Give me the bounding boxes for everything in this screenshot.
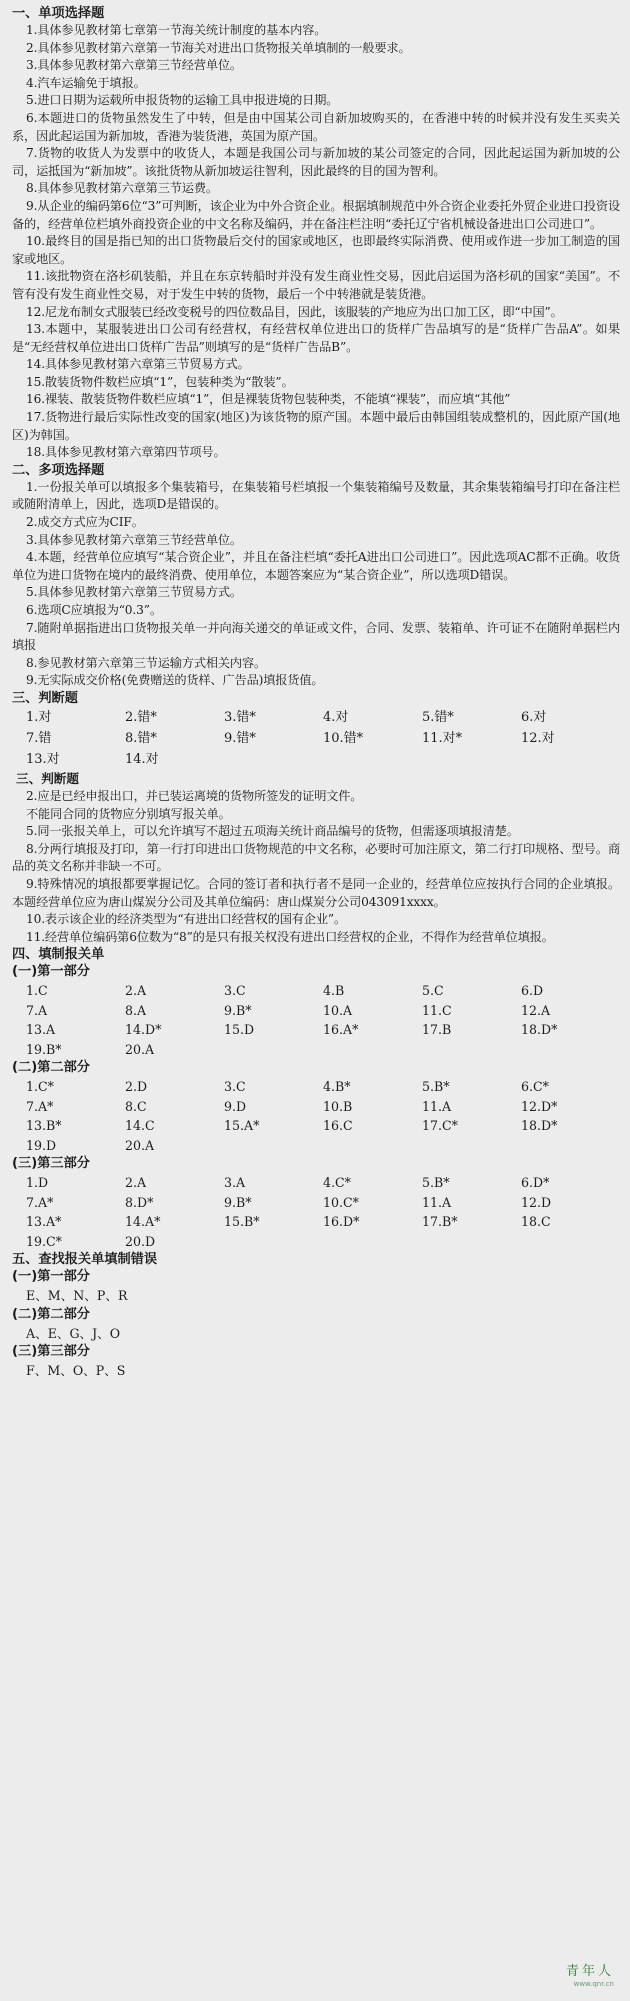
true-false-answer-grid: [12, 707, 620, 770]
answer-cell: 11.A: [422, 1098, 452, 1114]
answer-cell: 1.C: [26, 983, 48, 999]
answer-cell: 18.D*: [521, 1022, 558, 1038]
explanation-item: 4.本题，经营单位应填写“某合资企业”，并且在备注栏填“委托A进出口公司进口”。因此选项AC都不正确。收货单位为进口货物在境内的最终消费、使用单位，本题答案应为“某合资企业”，所以选项D错误。: [12, 550, 620, 582]
explanation-item: 1.具体参见教材第七章第一节海关统计制度的基本内容。: [26, 23, 327, 37]
explanation-item: 5.同一张报关单上，可以允许填写不超过五项海关统计商品编号的货物，但需逐项填报清楚。: [26, 824, 519, 839]
answer-cell: 12.D: [521, 1194, 552, 1210]
watermark-name: 青年人: [565, 1964, 614, 1979]
explanation-item: 18.具体参见教材第六章第四节项号。: [26, 445, 226, 460]
section-title-find-errors: 五、查找报关单填制错误: [12, 1252, 158, 1268]
true-false-explanations: [12, 788, 620, 946]
explanation-item: 8.分两行填报及打印，第一行打印进出口货物规范的中文名称，必要时可加注原文，第二行打印规格、型号。商品的英文名称并非缺一不可。: [12, 841, 620, 874]
answer-cell: 9.B*: [224, 1194, 252, 1210]
explanation-item: 5.进口日期为运载所申报货物的运输工具申报进境的日期。: [26, 93, 339, 108]
answer-cell: 5.B*: [422, 1079, 450, 1095]
answer-cell: 3.A: [224, 1175, 246, 1191]
error-answer: A、E、G、J、O: [26, 1325, 121, 1341]
answer-cell: 4.对: [323, 709, 349, 725]
answer-cell: 5.B*: [422, 1175, 450, 1191]
answer-cell: 16.A*: [323, 1022, 359, 1038]
answer-cell: 10.C*: [323, 1194, 359, 1210]
answer-cell: 13.A: [26, 1022, 56, 1038]
fill-part3-answer-grid: [12, 1173, 620, 1251]
answer-cell: 13.对: [26, 751, 60, 767]
answer-cell: 9.D: [224, 1098, 247, 1114]
answer-cell: 11.C: [422, 1002, 452, 1018]
section-title-single-choice: 一、单项选择题: [12, 6, 105, 21]
explanation-item: 13.本题中，某服装进出口公司有经营权，有经营权单位进出口的货样广告品填写的是“货样广告品A”。如果是“无经营权单位进出口货样广告品”则填写的是“货样广告品B”。: [12, 322, 620, 354]
answer-cell: 18.C: [521, 1214, 551, 1230]
error-answer: F、M、O、P、S: [26, 1363, 126, 1379]
answer-cell: 6.D*: [521, 1175, 550, 1191]
answer-cell: 19.D: [26, 1137, 57, 1153]
answer-cell: 8.C: [125, 1098, 147, 1114]
explanation-item: 7.随附单据指进出口货物报关单一并向海关递交的单证或文件，合同、发票、装箱单、许可证不在随附单据栏内填报: [12, 620, 620, 653]
answer-cell: 9.错*: [224, 730, 256, 746]
single-choice-explanations: [12, 22, 620, 462]
part-title: (三)第三部分: [12, 1156, 90, 1172]
answer-cell: 15.A*: [224, 1118, 260, 1134]
answer-cell: 3.C: [224, 983, 246, 999]
answer-cell: 14.D*: [125, 1022, 162, 1038]
answer-cell: 17.B: [422, 1022, 452, 1038]
answer-cell: 9.B*: [224, 1002, 252, 1018]
explanation-item: 8.具体参见教材第六章第三节运费。: [26, 181, 218, 196]
answer-cell: 7.错: [26, 730, 52, 746]
explanation-item: 16.裸装、散装货物件数栏应填“1”，但是裸装货物包装种类，不能填“裸装”，而应填“其他”: [26, 392, 511, 407]
explanation-item: 11.经营单位编码第6位数为“8”的是只有报关权没有进出口经营权的企业，不得作为经营单位填报。: [26, 929, 554, 944]
answer-cell: 12.A: [521, 1002, 551, 1018]
answer-cell: 10.B: [323, 1098, 353, 1114]
answer-cell: 17.C*: [422, 1118, 458, 1134]
answer-cell: 18.D*: [521, 1118, 558, 1134]
watermark-url: www.qnr.cn: [573, 1980, 614, 1988]
site-watermark: [566, 1965, 614, 1991]
explanation-item: 7.货物的收货人为发票中的收货人，本题是我国公司与新加坡的某公司签定的合同，因此起运国为新加坡的公司，运抵国为“新加坡”。该批货物从新加坡运往智利，因此最终的目的国为智利。: [12, 146, 620, 178]
explanation-item: 9.特殊情况的填报都要掌握记忆。合同的签订者和执行者不是同一企业的，经营单位应按执行合同的企业填报。本题经营单位应为唐山煤炭分公司及其单位编码：唐山煤炭分公司043091xxxx。: [12, 876, 620, 909]
answer-cell: 14.A*: [125, 1214, 161, 1230]
answer-cell: 14.对: [125, 751, 159, 767]
explanation-item: 15.散装货物件数栏应填“1”，包装种类为“散装”。: [26, 374, 294, 389]
answer-cell: 16.C: [323, 1118, 353, 1134]
answer-cell: 20.A: [125, 1137, 155, 1153]
fill-part1-answer-grid: [12, 981, 620, 1059]
answer-cell: 19.C*: [26, 1233, 62, 1249]
fill-part2-answer-grid: [12, 1077, 620, 1155]
answer-cell: 12.D*: [521, 1098, 558, 1114]
section-title-multiple-choice: 二、多项选择题: [12, 462, 105, 478]
explanation-item: 4.汽车运输免于填报。: [26, 75, 146, 90]
answer-cell: 5.错*: [422, 709, 454, 725]
explanation-item: 3.具体参见教材第六章第三节经营单位。: [26, 532, 242, 547]
explanation-item: 6.选项C应填报为“0.3”。: [26, 603, 162, 617]
answer-cell: 6.D: [521, 983, 544, 999]
explanation-item: 9.无实际成交价格(免费赠送的货样、广告品)填报货值。: [26, 673, 324, 688]
answer-cell: 16.D*: [323, 1214, 360, 1230]
explanation-item: 2.成交方式应为CIF。: [26, 515, 144, 530]
explanation-item: 10.最终目的国是指已知的出口货物最后交付的国家或地区，也即最终实际消费、使用或作进一步加工制造的国家或地区。: [12, 234, 620, 266]
answer-cell: 7.A*: [26, 1194, 54, 1210]
explanation-item: 11.该批物资在洛杉矶装船，并且在东京转船时并没有发生商业性交易，因此启运国为洛杉矶的国家“美国”。不管有没有发生商业性交易，对于发生中转的货物，最后一个中转港就是装货港。: [12, 269, 620, 301]
answer-cell: 7.A*: [26, 1098, 54, 1114]
answer-cell: 3.C: [224, 1079, 246, 1095]
answer-cell: 10.A: [323, 1002, 353, 1018]
answer-cell: 8.A: [125, 1002, 147, 1018]
answer-cell: 4.B*: [323, 1079, 351, 1095]
answer-cell: 8.D*: [125, 1194, 154, 1210]
answer-cell: 20.D: [125, 1233, 156, 1249]
explanation-item: 10.表示该企业的经济类型为“有进出口经营权的国有企业”。: [26, 912, 346, 927]
answer-cell: 2.A: [125, 983, 147, 999]
answer-cell: 4.C*: [323, 1175, 351, 1191]
explanation-item: 2.应是已经申报出口，并已装运离境的货物所签发的证明文件。: [26, 788, 363, 803]
explanation-item: 1.一份报关单可以填报多个集装箱号，在集装箱号栏填报一个集装箱编号及数量，其余集装箱编号打印在备注栏或随附清单上，因此，选项D是错误的。: [12, 479, 620, 512]
answer-cell: 12.对: [521, 730, 555, 746]
explanation-item: 12.尼龙布制女式服装已经改变税号的四位数品目，因此，该服装的产地应为出口加工区，即“中国”。: [26, 304, 563, 319]
answer-cell: 6.对: [521, 709, 547, 725]
explanation-item: 6.本题进口的货物虽然发生了中转，但是由中国某公司自新加坡购买的，在香港中转的时候并没有发生买卖关系，因此起运国为新加坡，香港为装货港，英国为原产国。: [12, 110, 620, 143]
section-title-fill-declaration: 四、填制报关单: [12, 947, 105, 963]
answer-cell: 19.B*: [26, 1041, 62, 1057]
answer-cell: 2.D: [125, 1079, 148, 1095]
answer-cell: 1.D: [26, 1175, 49, 1191]
answer-cell: 14.C: [125, 1118, 155, 1134]
answer-cell: 15.B*: [224, 1214, 260, 1230]
answer-cell: 6.C*: [521, 1079, 549, 1095]
answer-cell: 15.D: [224, 1022, 255, 1038]
explanation-item: 2.具体参见教材第六章第一节海关对进出口货物报关单填制的一般要求。: [26, 40, 411, 55]
answer-cell: 2.错*: [125, 709, 157, 725]
answer-cell: 8.错*: [125, 730, 157, 746]
part-title: (二)第二部分: [12, 1060, 90, 1076]
explanation-item: 9.从企业的编码第6位“3”可判断，该企业为中外合资企业。根据填制规范中外合资企业委托外贸企业进口投资设备的，经营单位栏填外商投资企业的中文名称及编码，并在备注栏注明“委托辽宁省机械设备进出口公司进口”。: [12, 198, 620, 231]
multiple-choice-explanations: [12, 479, 620, 690]
error-answer: E、M、N、P、R: [26, 1288, 128, 1304]
explanation-item: 17.货物进行最后实际性改变的国家(地区)为该货物的原产国。本题中最后由韩国组装成整机的，因此原产国(地区)为韩国。: [12, 410, 620, 442]
answer-cell: 20.A: [125, 1041, 155, 1057]
section-title-true-false-explanations: 三、判断题: [16, 770, 79, 786]
answer-cell: 1.C*: [26, 1079, 54, 1095]
part-title: (一)第一部分: [12, 1269, 90, 1285]
answer-cell: 1.对: [26, 709, 52, 725]
part-title: (二)第二部分: [12, 1306, 90, 1322]
answer-cell: 13.A*: [26, 1214, 62, 1230]
answer-cell: 4.B: [323, 983, 345, 999]
answer-cell: 5.C: [422, 983, 444, 999]
part-title: (三)第三部分: [12, 1344, 90, 1360]
explanation-item: 8.参见教材第六章第三节运输方式相关内容。: [26, 655, 267, 670]
answer-cell: 2.A: [125, 1175, 147, 1191]
answer-cell: 7.A: [26, 1002, 48, 1018]
explanation-item: 5.具体参见教材第六章第三节贸易方式。: [26, 585, 242, 600]
answer-cell: 17.B*: [422, 1214, 458, 1230]
answer-cell: 11.对*: [422, 730, 463, 746]
answer-cell: 10.错*: [323, 730, 364, 746]
section-title-true-false: 三、判断题: [12, 690, 78, 706]
part-title: (一)第一部分: [12, 964, 90, 980]
explanation-item: 不能同合同的货物应分别填写报关单。: [26, 806, 231, 821]
answer-cell: 3.错*: [224, 709, 256, 725]
answer-cell: 11.A: [422, 1194, 452, 1210]
answer-cell: 13.B*: [26, 1118, 62, 1134]
explanation-item: 14.具体参见教材第六章第三节贸易方式。: [26, 357, 250, 372]
explanation-item: 3.具体参见教材第六章第三节经营单位。: [26, 58, 242, 73]
